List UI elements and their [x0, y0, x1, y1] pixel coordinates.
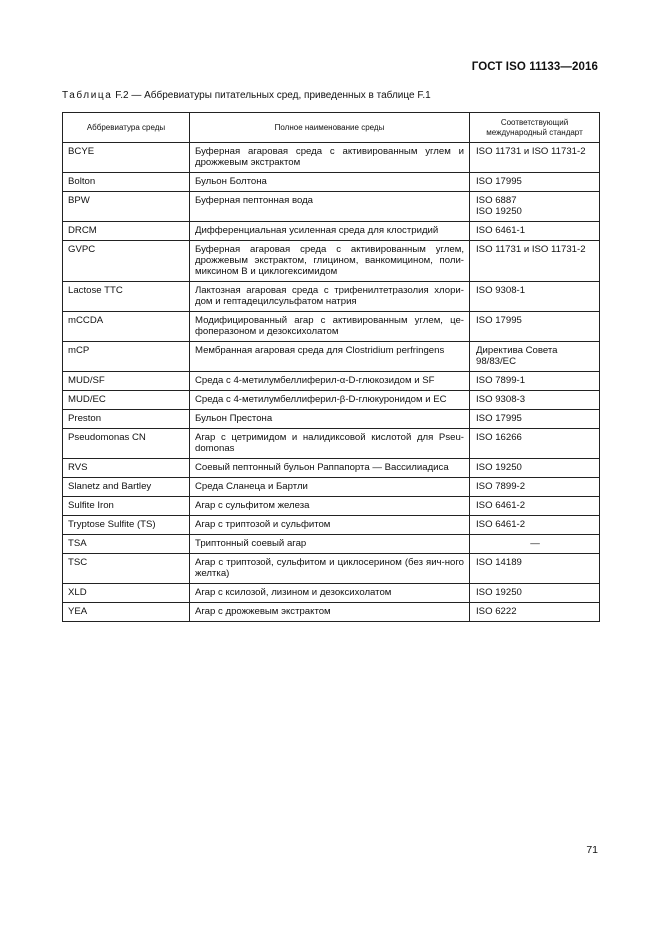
table-row: [63, 459, 600, 478]
cell-full-name: Буферная агаровая среда с активированным углем, дрожжевым экстрактом, глицином, ванкомицином, поли-миксином B и циклогексимидом: [190, 241, 470, 282]
cell-full-name: Буферная агаровая среда с активированным углем и дрожжевым экстрактом: [190, 143, 470, 173]
table-row: [63, 535, 600, 554]
cell-standard: ISO 14189: [470, 554, 600, 584]
cell-standard: ISO 16266: [470, 429, 600, 459]
cell-standard: ISO 6461-1: [470, 222, 600, 241]
table-row: [63, 372, 600, 391]
cell-abbreviation: Tryptose Sulfite (TS): [63, 516, 190, 535]
cell-abbreviation: Lactose TTC: [63, 282, 190, 312]
cell-abbreviation: BCYE: [63, 143, 190, 173]
table-row: [63, 241, 600, 282]
cell-full-name: Мембранная агаровая среда для Clostridium perfringens: [190, 342, 470, 372]
column-header-standard: Соответствующий международный стандарт: [470, 113, 600, 143]
cell-abbreviation: TSC: [63, 554, 190, 584]
cell-full-name: Агар с триптозой и сульфитом: [190, 516, 470, 535]
cell-standard: ISO 6887 ISO 19250: [470, 192, 600, 222]
table-row: [63, 192, 600, 222]
cell-standard: ISO 9308-1: [470, 282, 600, 312]
table-row: [63, 584, 600, 603]
table-caption: [62, 90, 431, 101]
cell-abbreviation: Slanetz and Bartley: [63, 478, 190, 497]
cell-full-name: Среда с 4-метилумбеллиферил-β-D-глюкуронидом и EC: [190, 391, 470, 410]
table-row: [63, 391, 600, 410]
cell-abbreviation: mCP: [63, 342, 190, 372]
cell-standard: ISO 11731 и ISO 11731-2: [470, 143, 600, 173]
cell-abbreviation: XLD: [63, 584, 190, 603]
cell-abbreviation: Bolton: [63, 173, 190, 192]
column-header-full-name: Полное наименование среды: [190, 113, 470, 143]
table-row: [63, 497, 600, 516]
cell-full-name: Бульон Престона: [190, 410, 470, 429]
table-row: [63, 603, 600, 622]
cell-abbreviation: TSA: [63, 535, 190, 554]
cell-standard: ISO 7899-1: [470, 372, 600, 391]
table-row: [63, 429, 600, 459]
table-row: [63, 554, 600, 584]
table-header-row: [63, 113, 600, 143]
cell-abbreviation: BPW: [63, 192, 190, 222]
table-row: [63, 312, 600, 342]
cell-abbreviation: Sulfite Iron: [63, 497, 190, 516]
cell-full-name: Буферная пептонная вода: [190, 192, 470, 222]
cell-full-name: Лактозная агаровая среда с трифенилтетразолия хлори-дом и гептадецилсульфатом натрия: [190, 282, 470, 312]
table-row: [63, 173, 600, 192]
cell-full-name: Агар с ксилозой, лизином и дезоксихолатом: [190, 584, 470, 603]
cell-abbreviation: MUD/SF: [63, 372, 190, 391]
cell-abbreviation: mCCDA: [63, 312, 190, 342]
media-abbreviations-table: [62, 112, 600, 622]
cell-abbreviation: GVPC: [63, 241, 190, 282]
caption-text: F.2 — Аббревиатуры питательных сред, приведенных в таблице F.1: [115, 90, 431, 101]
cell-standard: ISO 11731 и ISO 11731-2: [470, 241, 600, 282]
cell-standard: ISO 9308-3: [470, 391, 600, 410]
cell-full-name: Агар с цетримидом и налидиксовой кислотой для Pseu-domonas: [190, 429, 470, 459]
cell-standard: ISO 7899-2: [470, 478, 600, 497]
cell-abbreviation: RVS: [63, 459, 190, 478]
cell-full-name: Модифицированный агар с активированным углем, це-фоперазоном и дезоксихолатом: [190, 312, 470, 342]
cell-standard: —: [470, 535, 600, 554]
cell-abbreviation: Preston: [63, 410, 190, 429]
table-row: [63, 143, 600, 173]
cell-full-name: Агар с триптозой, сульфитом и циклосерином (без яич-ного желтка): [190, 554, 470, 584]
cell-standard: ISO 17995: [470, 312, 600, 342]
table-row: [63, 410, 600, 429]
cell-full-name: Триптонный соевый агар: [190, 535, 470, 554]
cell-standard: ISO 6461-2: [470, 516, 600, 535]
table-body: [63, 143, 600, 622]
cell-standard: ISO 19250: [470, 459, 600, 478]
cell-full-name: Бульон Болтона: [190, 173, 470, 192]
table-row: [63, 222, 600, 241]
cell-full-name: Агар с сульфитом железа: [190, 497, 470, 516]
cell-full-name: Соевый пептонный бульон Раппапорта — Вассилиадиса: [190, 459, 470, 478]
table-row: [63, 282, 600, 312]
cell-abbreviation: YEA: [63, 603, 190, 622]
cell-full-name: Среда с 4-метилумбеллиферил-α-D-глюкозидом и SF: [190, 372, 470, 391]
cell-abbreviation: MUD/EC: [63, 391, 190, 410]
cell-standard: Директива Совета 98/83/EC: [470, 342, 600, 372]
caption-label: Таблица: [62, 90, 113, 101]
document-id: ГОСТ ISO 11133—2016: [471, 61, 598, 73]
cell-standard: ISO 6461-2: [470, 497, 600, 516]
cell-full-name: Среда Сланеца и Бартли: [190, 478, 470, 497]
column-header-abbreviation: Аббревиатура среды: [63, 113, 190, 143]
cell-full-name: Агар с дрожжевым экстрактом: [190, 603, 470, 622]
cell-standard: ISO 17995: [470, 410, 600, 429]
cell-standard: ISO 6222: [470, 603, 600, 622]
cell-standard: ISO 17995: [470, 173, 600, 192]
cell-abbreviation: Pseudomonas CN: [63, 429, 190, 459]
cell-standard: ISO 19250: [470, 584, 600, 603]
page-number: 71: [586, 844, 598, 856]
table-row: [63, 516, 600, 535]
cell-full-name: Дифференциальная усиленная среда для клостридий: [190, 222, 470, 241]
cell-abbreviation: DRCM: [63, 222, 190, 241]
table-row: [63, 342, 600, 372]
table-row: [63, 478, 600, 497]
